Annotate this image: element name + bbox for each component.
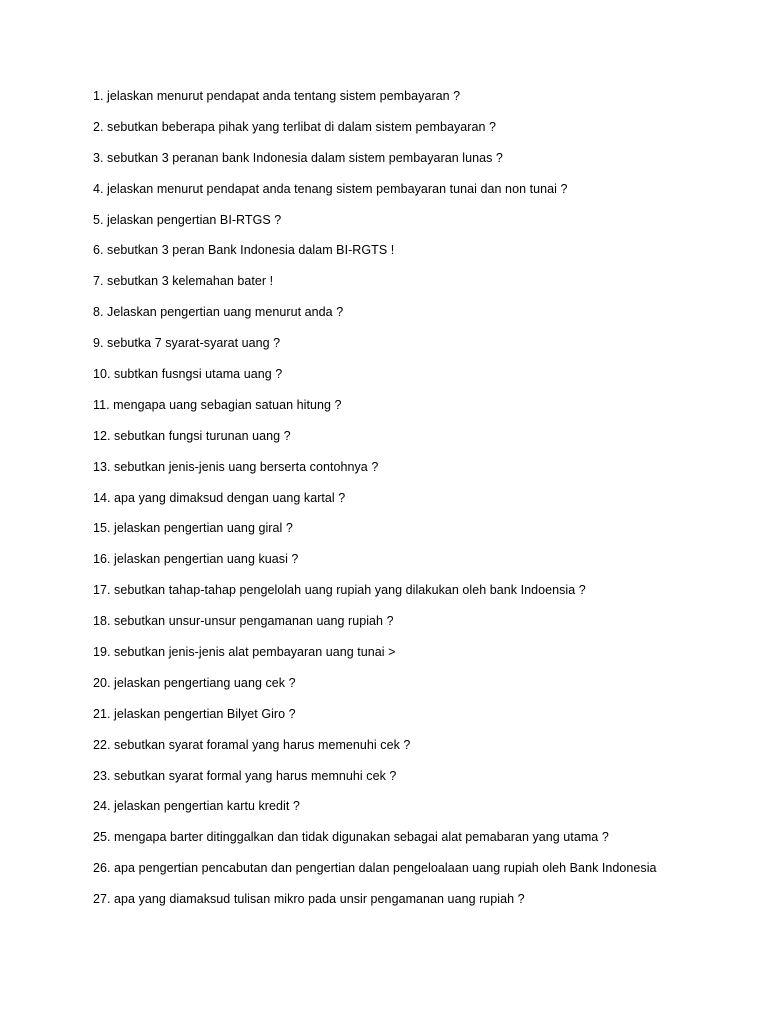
question-item: 20. jelaskan pengertiang uang cek ? <box>93 675 296 690</box>
question-item: 14. apa yang dimaksud dengan uang kartal ? <box>93 490 346 505</box>
question-item: 22. sebutkan syarat foramal yang harus memenuhi cek ? <box>93 737 411 752</box>
question-item: 16. jelaskan pengertian uang kuasi ? <box>93 552 299 567</box>
question-item: 23. sebutkan syarat formal yang harus memnuhi cek ? <box>93 768 397 783</box>
question-item: 6. sebutkan 3 peran Bank Indonesia dalam BI-RGTS ! <box>93 243 395 258</box>
question-item: 19. sebutkan jenis-jenis alat pembayaran uang tunai > <box>93 645 396 660</box>
question-item: 25. mengapa barter ditinggalkan dan tidak digunakan sebagai alat pemabaran yang utama ? <box>93 830 609 845</box>
question-item: 9. sebutka 7 syarat-syarat uang ? <box>93 336 281 351</box>
question-item: 12. sebutkan fungsi turunan uang ? <box>93 428 291 443</box>
question-item: 18. sebutkan unsur-unsur pengamanan uang rupiah ? <box>93 614 394 629</box>
question-item: 24. jelaskan pengertian kartu kredit ? <box>93 799 300 814</box>
question-item: 1. jelaskan menurut pendapat anda tentang sistem pembayaran ? <box>93 89 461 103</box>
question-item: 8. Jelaskan pengertian uang menurut anda ? <box>93 305 344 320</box>
question-item: 21. jelaskan pengertian Bilyet Giro ? <box>93 706 296 721</box>
question-item: 17. sebutkan tahap-tahap pengelolah uang rupiah yang dilakukan oleh bank Indoensia ? <box>93 583 586 598</box>
question-item: 3. sebutkan 3 peranan bank Indonesia dalam sistem pembayaran lunas ? <box>93 150 503 165</box>
question-item: 7. sebutkan 3 kelemahan bater ! <box>93 274 274 289</box>
question-item: 4. jelaskan menurut pendapat anda tenang sistem pembayaran tunai dan non tunai ? <box>93 181 568 196</box>
question-item: 10. subtkan fusngsi utama uang ? <box>93 367 283 382</box>
question-item: 5. jelaskan pengertian BI-RTGS ? <box>93 212 282 227</box>
question-item: 15. jelaskan pengertian uang giral ? <box>93 521 293 536</box>
question-item: 2. sebutkan beberapa pihak yang terlibat di dalam sistem pembayaran ? <box>93 119 496 134</box>
question-item: 13. sebutkan jenis-jenis uang berserta contohnya ? <box>93 459 379 474</box>
question-item: 11. mengapa uang sebagian satuan hitung ? <box>93 397 342 412</box>
question-item: 27. apa yang diamaksud tulisan mikro pada unsir pengamanan uang rupiah ? <box>93 892 525 907</box>
question-list <box>93 86 657 920</box>
question-item: 26. apa pengertian pencabutan dan pengertian dalan pengeloalaan uang rupiah oleh Bank Indonesia <box>93 861 657 876</box>
